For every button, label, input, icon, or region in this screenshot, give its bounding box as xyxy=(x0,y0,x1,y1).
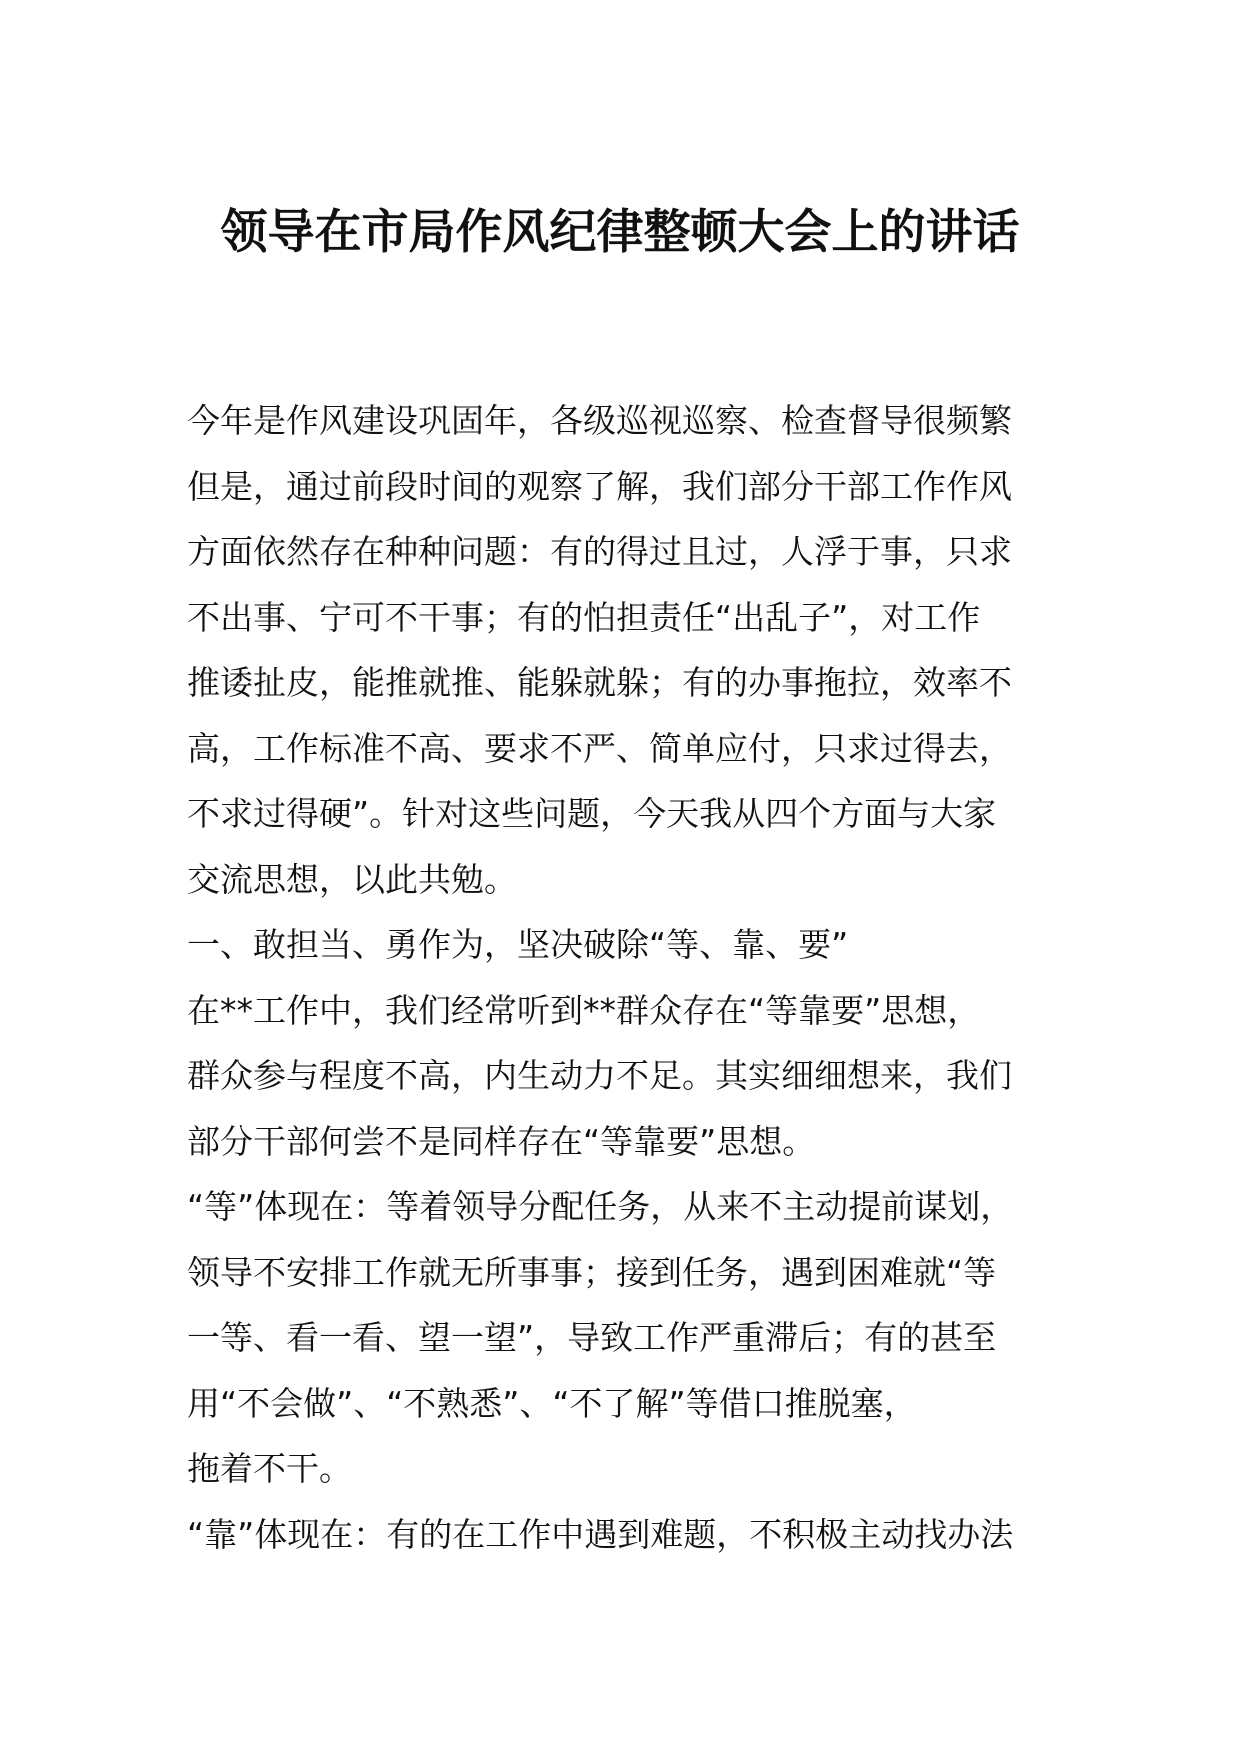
section-heading: 一、敢担当、勇作为，坚决破除“等、靠、要” xyxy=(187,925,849,964)
text-line: 不求过得硬”。针对这些问题，今天我从四个方面与大家 xyxy=(187,794,997,833)
text-line: 方面依然存在种种问题：有的得过且过，人浮于事，只求 xyxy=(187,532,1012,571)
document-body xyxy=(187,388,1067,1567)
text-line: “靠”体现在：有的在工作中遇到难题，不积极主动找办法 xyxy=(187,1514,1014,1554)
text-line: 高，工作标准不高、要求不严、简单应付，只求过得去， xyxy=(187,728,1012,768)
document-title: 领导在市局作风纪律整顿大会上的讲话 xyxy=(220,205,1020,260)
text-line: 拖着不干。 xyxy=(187,1449,352,1488)
text-line: “等”体现在：等着领导分配任务，从来不主动提前谋划， xyxy=(187,1187,1014,1226)
text-line: 部分干部何尝不是同样存在“等靠要”思想。 xyxy=(187,1121,816,1161)
text-line: 但是，通过前段时间的观察了解，我们部分干部工作作风 xyxy=(187,466,1012,506)
text-line: 群众参与程度不高，内生动力不足。其实细细想来，我们 xyxy=(187,1056,1012,1095)
text-line: 推诿扯皮，能推就推、能躲就躲；有的办事拖拉，效率不 xyxy=(187,663,1012,702)
text-line: 一等、看一看、望一望”，导致工作严重滞后；有的甚至 xyxy=(187,1318,997,1357)
text-line: 领导不安排工作就无所事事；接到任务，遇到困难就“等 xyxy=(187,1252,997,1292)
text-line: 不出事、宁可不干事；有的怕担责任“出乱子”，对工作 xyxy=(187,597,981,637)
text-line: 交流思想，以此共勉。 xyxy=(187,859,517,899)
text-line: 今年是作风建设巩固年，各级巡视巡察、检查督导很频繁 xyxy=(187,401,1012,440)
text-line: 用“不会做”、“不熟悉”、“不了解”等借口推脱塞， xyxy=(187,1383,917,1423)
text-line: 在**工作中，我们经常听到**群众存在“等靠要”思想， xyxy=(187,990,981,1030)
